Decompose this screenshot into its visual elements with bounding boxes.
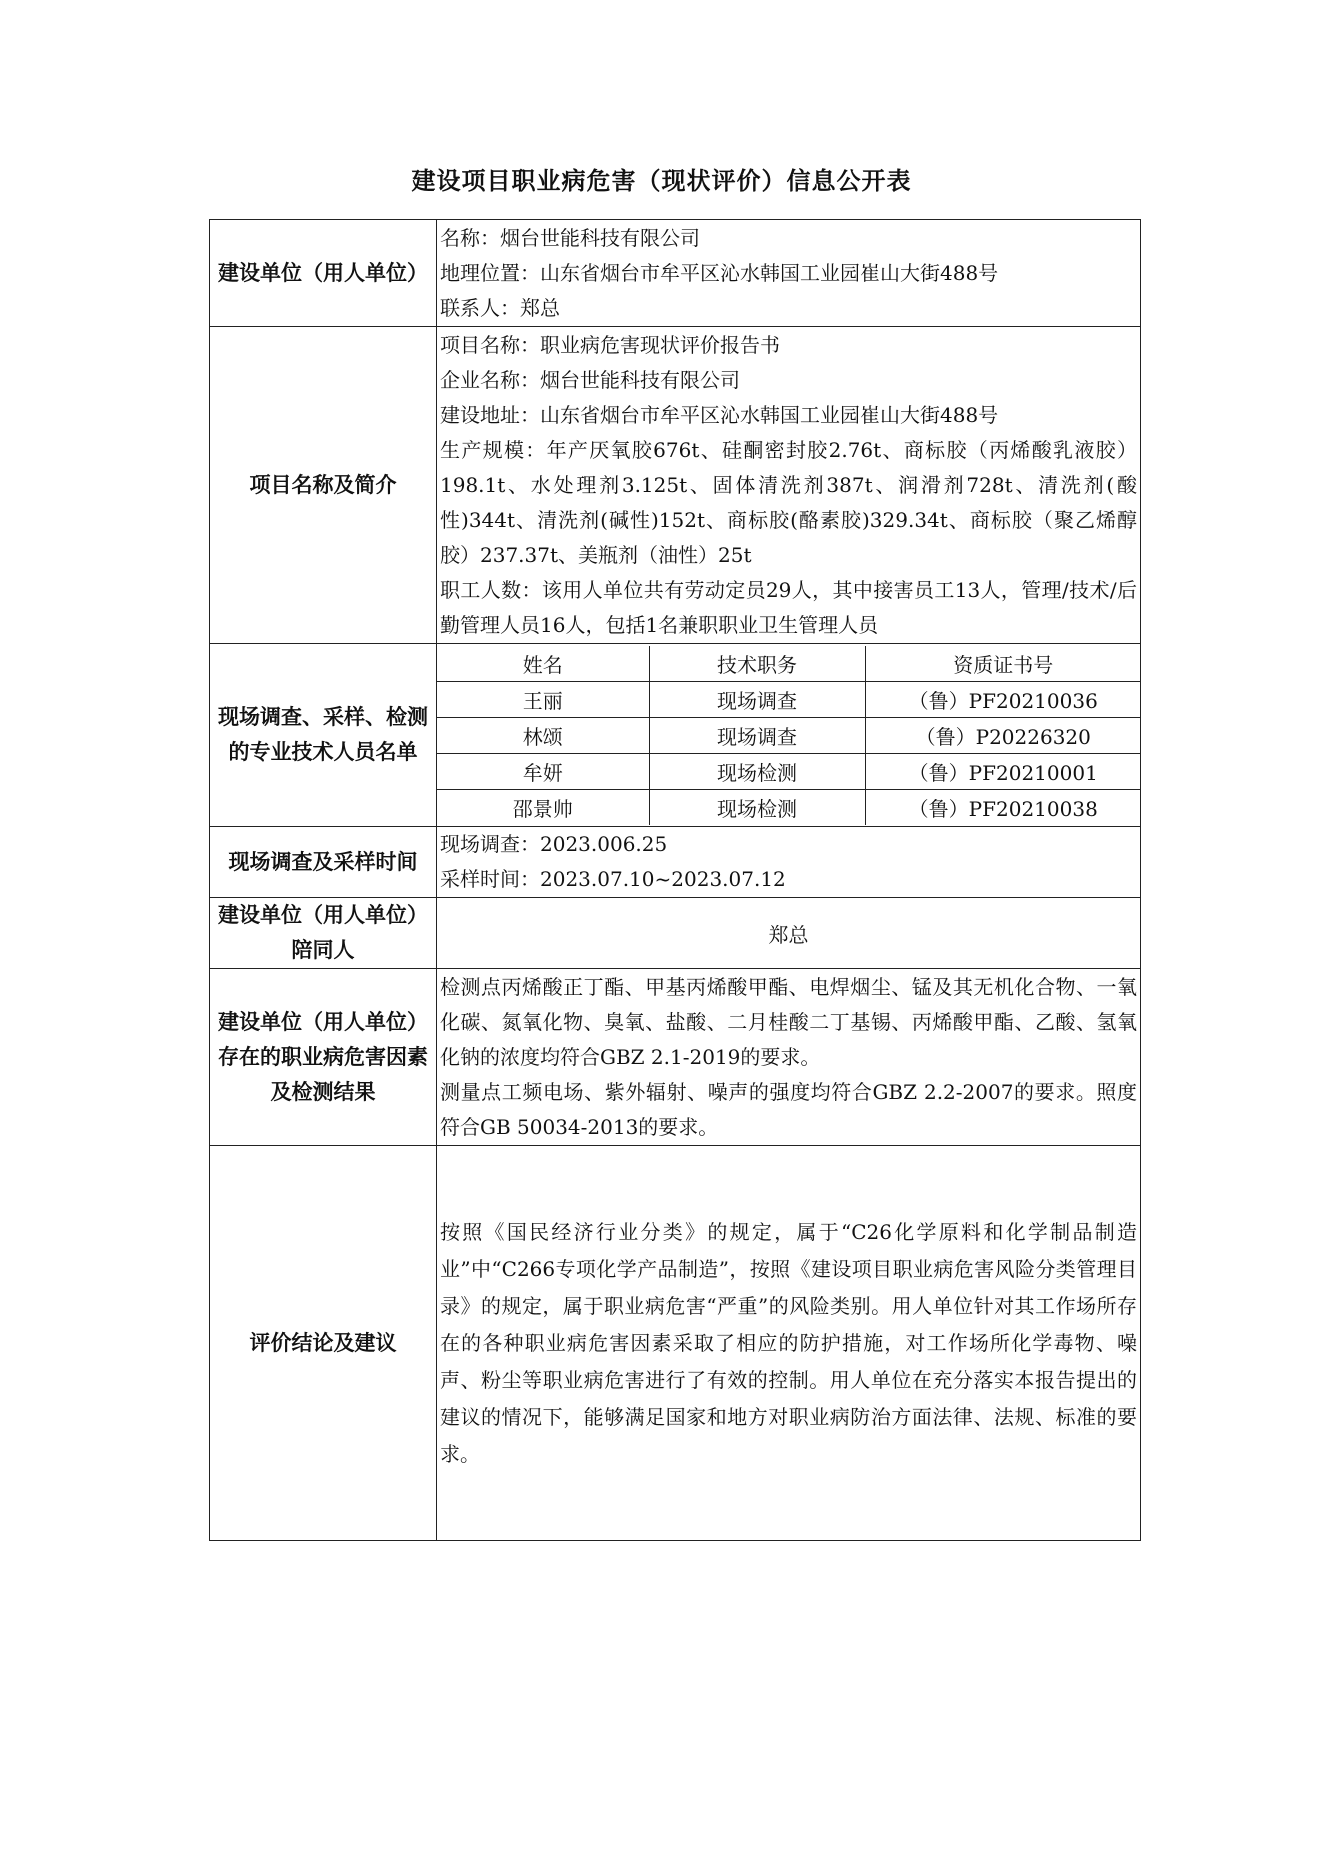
unit-location: 地理位置：山东省烟台市牟平区沁水韩国工业园崔山大街488号 [440,260,999,285]
hazards-chemical-result: 检测点丙烯酸正丁酯、甲基丙烯酸甲酯、电焊烟尘、锰及其无机化合物、一氧化碳、氮氧化物、臭氧、盐酸、二月桂酸二丁基锡、丙烯酸甲酯、乙酸、氢氧化钠的浓度均符合GBZ 2.1-2019的要求。 [440,974,1137,1069]
hazards-label [210,969,437,1146]
row-companion [210,898,1141,969]
info-table [209,219,1141,1541]
survey-time-label: 现场调查及采样时间 [210,827,437,898]
project-content [437,327,1141,644]
companion-value: 郑总 [437,898,1141,969]
row-unit [210,220,1141,327]
staff-title: 现场调查 [649,717,865,753]
staff-header-cert: 资质证书号 [865,646,1141,682]
survey-date: 现场调查：2023.006.25 [440,832,668,856]
staff-cell [437,644,1141,827]
row-staff [210,644,1141,827]
sampling-date: 采样时间：2023.07.10~2023.07.12 [440,867,786,891]
staff-name: 林颂 [437,717,649,753]
row-project [210,327,1141,644]
unit-name: 名称：烟台世能科技有限公司 [440,225,700,250]
staff-header-name: 姓名 [437,646,649,682]
unit-label: 建设单位（用人单位） [210,220,437,327]
table-row [437,789,1141,825]
row-survey-time [210,827,1141,898]
staff-cert: （鲁）PF20210001 [865,753,1141,789]
hazards-physical-result: 测量点工频电场、紫外辐射、噪声的强度均符合GBZ 2.2-2007的要求。照度符合GB 50034-2013的要求。 [440,1079,1137,1139]
unit-contact: 联系人：郑总 [440,295,560,320]
project-company: 企业名称：烟台世能科技有限公司 [440,367,740,392]
staff-name: 牟妍 [437,753,649,789]
staff-name: 王丽 [437,681,649,717]
survey-time-content [437,827,1141,898]
table-row [437,717,1141,753]
staff-title: 现场检测 [649,789,865,825]
project-name: 项目名称：职业病危害现状评价报告书 [440,332,780,357]
staff-header-title: 技术职务 [649,646,865,682]
companion-label [210,898,437,969]
staff-header-row [437,646,1141,682]
staff-table [437,646,1141,825]
staff-title: 现场调查 [649,681,865,717]
project-label: 项目名称及简介 [210,327,437,644]
project-address: 建设地址：山东省烟台市牟平区沁水韩国工业园崔山大街488号 [440,402,999,427]
hazards-label-text: 建设单位（用人单位）存在的职业病危害因素及检测结果 [218,1009,428,1104]
staff-label [210,644,437,827]
companion-label-text: 建设单位（用人单位）陪同人 [218,903,428,962]
row-hazards [210,969,1141,1146]
project-staff-count: 职工人数：该用人单位共有劳动定员29人，其中接害员工13人，管理/技术/后勤管理人员16人，包括1名兼职职业卫生管理人员 [440,577,1137,637]
staff-title: 现场检测 [649,753,865,789]
staff-cert: （鲁）PF20210036 [865,681,1141,717]
conclusion-label: 评价结论及建议 [210,1146,437,1541]
conclusion-text: 按照《国民经济行业分类》的规定，属于“C26化学原料和化学制品制造业”中“C266专项化学产品制造”，按照《建设项目职业病危害风险分类管理目录》的规定，属于职业病危害“严重”的风险类别。用人单位针对其工作场所存在的各种职业病危害因素采取了相应的防护措施，对工作场所化学毒物、噪声、粉尘等职业病危害进行了有效的控制。用人单位在充分落实本报告提出的建议的情况下，能够满足国家和地方对职业病防治方面法律、法规、标准的要求。 [440,1219,1137,1466]
table-row [437,681,1141,717]
staff-name: 邵景帅 [437,789,649,825]
project-scale: 生产规模：年产厌氧胶676t、硅酮密封胶2.76t、商标胶（丙烯酸乳液胶）198.1t、水处理剂3.125t、固体清洗剂387t、润滑剂728t、清洗剂(酸性)344t、清洗剂(碱性)152t、商标胶(酪素胶)329.34t、商标胶（聚乙烯醇胶）237.37t、美瓶剂（油性）25t [440,437,1137,567]
unit-content [437,220,1141,327]
hazards-content [437,969,1141,1146]
conclusion-content [437,1146,1141,1541]
table-row [437,753,1141,789]
staff-cert: （鲁）PF20210038 [865,789,1141,825]
staff-cert: （鲁）P20226320 [865,717,1141,753]
page-title: 建设项目职业病危害（现状评价）信息公开表 [411,167,912,195]
row-conclusion [210,1146,1141,1541]
staff-label-text: 现场调查、采样、检测的专业技术人员名单 [218,705,428,764]
